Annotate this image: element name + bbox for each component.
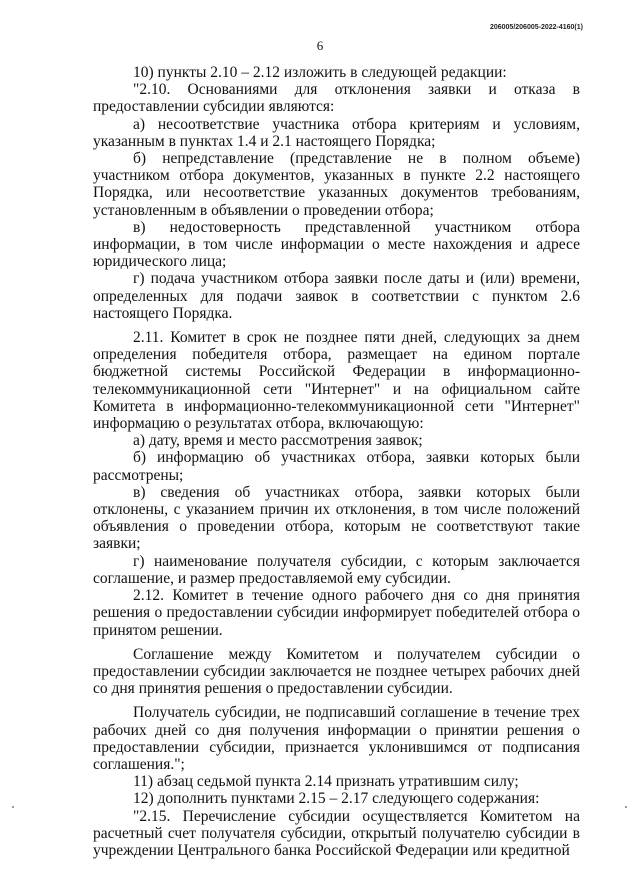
paragraph: Получатель субсидии, не подписавший соглашение в течение трех рабочих дней со дня получения информации о принятии решения о предоставлении субсидии, признается уклонившимся от подписания соглашения."; <box>93 704 580 773</box>
paragraph: 2.11. Комитет в срок не позднее пяти дней, следующих за днем определения победителя отбора, размещает на едином портале бюджетной системы Российской Федерации в информационно-телекоммуникационной сети "Интернет" и на официальном сайте Комитета в информационно-телекоммуникационной сети "Интернет" информацию о результатах отбора, включающую: <box>93 329 580 433</box>
document-body <box>93 64 580 859</box>
paragraph: в) недостоверность представленной участником отбора информации, в том числе информации о месте нахождения и адресе юридического лица; <box>93 218 580 271</box>
paragraph: г) наименование получателя субсидии, с которым заключается соглашение, и размер предоставляемой ему субсидии. <box>93 552 580 587</box>
paragraph: "2.10. Основаниями для отклонения заявки и отказа в предоставлении субсидии являются: <box>93 81 580 116</box>
paragraph: 12) дополнить пунктами 2.15 – 2.17 следующего содержания: <box>133 790 540 808</box>
paragraph: 10) пункты 2.10 – 2.12 изложить в следующей редакции: <box>133 64 507 81</box>
paragraph: б) информацию об участниках отбора, заявки которых были рассмотрены; <box>93 449 580 484</box>
scan-mark <box>12 806 14 808</box>
paragraph: Соглашение между Комитетом и получателем субсидии о предоставлении субсидии заключается не позднее четырех рабочих дней со дня принятия решения о предоставлении субсидии. <box>93 645 580 698</box>
paragraph: 2.12. Комитет в течение одного рабочего дня со дня принятия решения о предоставлении субсидии информирует победителей отбора о принятом решении. <box>93 587 580 639</box>
paragraph: "2.15. Перечисление субсидии осуществляется Комитетом на расчетный счет получателя субсидии, открытый получателю субсидии в учреждении Центрального банка Российской Федерации или кредитной <box>93 807 580 859</box>
paragraph: б) непредставление (представление не в полном объеме) участником отбора документов, указанных в пункте 2.2 настоящего Порядка, или несоответствие указанных документов требованиям, установленным в объявлении о проведении отбора; <box>93 150 580 219</box>
scan-mark <box>625 806 627 808</box>
paragraph: а) несоответствие участника отбора критериям и условиям, указанным в пунктах 1.4 и 2.1 настоящего Порядка; <box>93 115 580 150</box>
paragraph: г) подача участником отбора заявки после даты и (или) времени, определенных для подачи заявок в соответствии с пунктом 2.6 настоящего Порядка. <box>93 270 580 322</box>
paragraph: в) сведения об участниках отбора, заявки которых были отклонены, с указанием причин их отклонения, в том числе положений объявления о проведении отбора, которым не соответствуют такие заявки; <box>93 483 580 553</box>
page-number: 6 <box>316 38 324 53</box>
document-id: 206005/206005-2022-4160(1) <box>489 24 583 31</box>
paragraph: а) дату, время и место рассмотрения заявок; <box>133 432 423 450</box>
paragraph: 11) абзац седьмой пункта 2.14 признать утратившим силу; <box>133 773 519 791</box>
